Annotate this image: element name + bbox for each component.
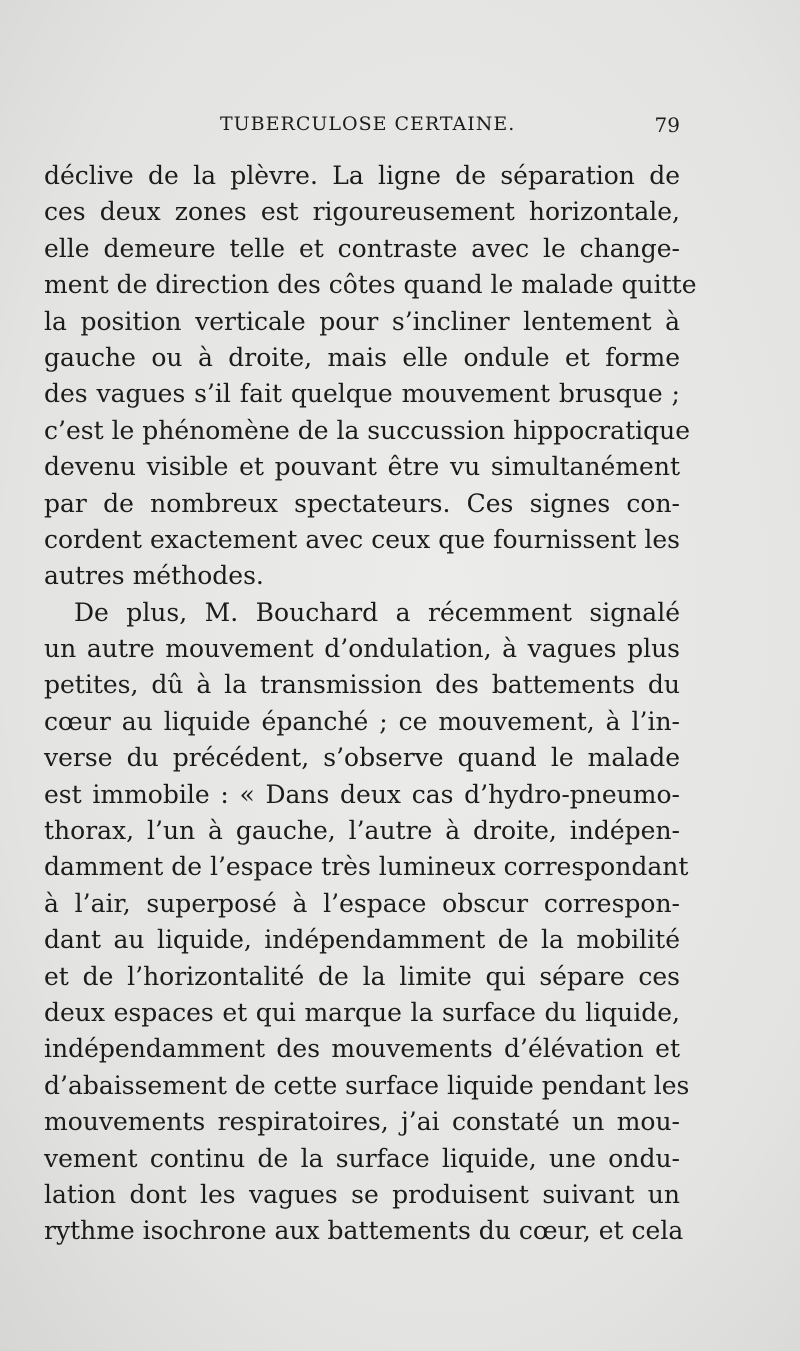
- text-line: damment de l’espace très lumineux correspondant: [44, 852, 689, 882]
- text-line: est immobile : « Dans deux cas d’hydro-pneumo-: [44, 779, 680, 809]
- text-line: elle demeure telle et contraste avec le change-: [44, 233, 680, 263]
- text-line: par de nombreux spectateurs. Ces signes con-: [44, 488, 680, 518]
- text-line: deux espaces et qui marque la surface du liquide,: [44, 997, 680, 1027]
- text-line: et de l’horizontalité de la limite qui sépare ces: [44, 961, 680, 991]
- paragraph-end-line: autres méthodes.: [44, 561, 264, 591]
- text-line: vement continu de la surface liquide, une ondu-: [44, 1143, 680, 1173]
- text-line: ces deux zones est rigoureusement horizontale,: [44, 197, 680, 227]
- text-line: la position verticale pour s’incliner lentement à: [44, 306, 680, 336]
- text-line: gauche ou à droite, mais elle ondule et forme: [44, 342, 680, 372]
- paragraph-start-line: De plus, M. Bouchard a récemment signalé: [74, 597, 680, 627]
- text-line: un autre mouvement d’ondulation, à vagues plus: [44, 634, 680, 664]
- running-title: TUBERCULOSE CERTAINE.: [220, 113, 516, 135]
- text-line: verse du précédent, s’observe quand le malade: [44, 743, 680, 773]
- text-line: déclive de la plèvre. La ligne de séparation de: [44, 161, 680, 190]
- running-head: [44, 113, 680, 143]
- text-line: dant au liquide, indépendamment de la mobilité: [44, 925, 680, 955]
- page-number: 79: [654, 113, 680, 137]
- text-line: rythme isochrone aux battements du cœur, et cela: [44, 1216, 684, 1246]
- text-line: cordent exactement avec ceux que fournissent les: [44, 524, 680, 554]
- text-line: d’abaissement de cette surface liquide pendant les: [44, 1070, 690, 1100]
- text-line: mouvements respiratoires, j’ai constaté un mou-: [44, 1107, 680, 1137]
- text-line: ment de direction des côtes quand le malade quitte: [44, 270, 697, 300]
- body-text: [44, 158, 697, 1250]
- text-line: des vagues s’il fait quelque mouvement brusque ;: [44, 379, 680, 409]
- text-line: indépendamment des mouvements d’élévation et: [44, 1034, 680, 1064]
- text-line: thorax, l’un à gauche, l’autre à droite, indépen-: [44, 816, 680, 846]
- text-line: à l’air, superposé à l’espace obscur correspon-: [44, 888, 680, 918]
- text-line: petites, dû à la transmission des battements du: [44, 670, 680, 700]
- text-line: devenu visible et pouvant être vu simultanément: [44, 452, 680, 482]
- text-line: lation dont les vagues se produisent suivant un: [44, 1179, 680, 1209]
- text-line: cœur au liquide épanché ; ce mouvement, à l’in-: [44, 706, 680, 736]
- text-line: c’est le phénomène de la succussion hippocratique: [44, 415, 691, 445]
